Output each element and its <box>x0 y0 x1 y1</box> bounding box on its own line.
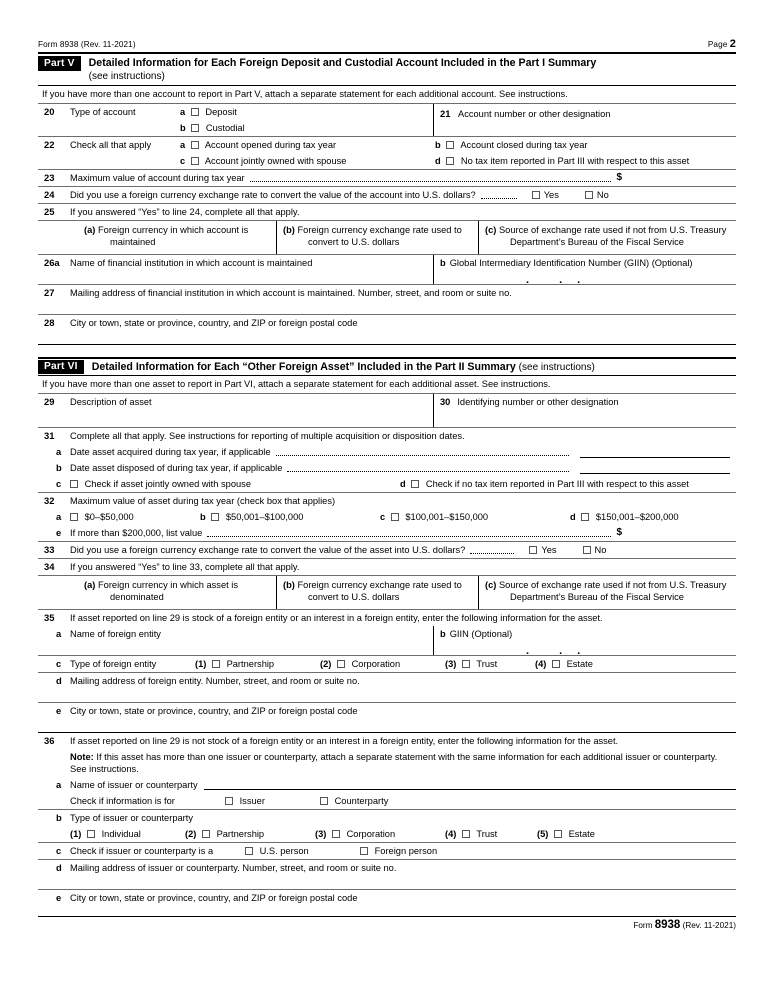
line-32e-row <box>38 525 736 542</box>
line-36b-label: Type of issuer or counterparty <box>70 812 193 823</box>
page-header <box>38 38 736 52</box>
line-35c-trust-checkbox[interactable] <box>462 660 470 668</box>
line-36b-opt1-label: Individual <box>101 828 141 839</box>
line-22-number: 22 <box>44 138 55 150</box>
line-36a-issuer-checkbox[interactable] <box>225 797 233 805</box>
line-36c-label: Check if issuer or counterparty is a <box>70 845 214 856</box>
line-33-yesno <box>519 542 610 558</box>
line-33-yes-checkbox[interactable] <box>529 546 537 554</box>
line-25-col-c[interactable] <box>478 221 736 254</box>
line-36a-check-label: Check if information is for <box>70 795 175 806</box>
line-32e-letter: e <box>56 526 62 538</box>
footer-form-prefix: Form <box>633 921 653 930</box>
line-31-row <box>38 428 736 444</box>
line-36b-opt3-label: Corporation <box>346 828 396 839</box>
line-31c-checkbox[interactable] <box>70 480 78 488</box>
line-25-col-a-text: Foreign currency in which account is maintained <box>97 224 249 247</box>
line-26b-letter: b <box>440 257 446 268</box>
line-35c-opt4-number: (4) <box>535 658 547 669</box>
line-24-leader <box>481 191 517 199</box>
line-34-col-a-marker: (a) <box>84 579 96 590</box>
line-31d-checkbox[interactable] <box>411 480 419 488</box>
line-35c-opt4-label: Estate <box>566 658 593 669</box>
line-25-label: If you answered “Yes” to line 24, complete all that apply. <box>70 206 300 217</box>
line-35d-label: Mailing address of foreign entity. Number, street, and room or suite no. <box>70 675 360 686</box>
line-31a-date-field[interactable] <box>580 448 730 458</box>
line-20-number: 20 <box>44 105 55 117</box>
line-28-number: 28 <box>44 316 55 328</box>
line-20-21-block <box>38 104 736 136</box>
line-25-col-c-text: Source of exchange rate used if not from U.S. Treasury Department’s Bureau of the Fiscal Service <box>498 224 727 247</box>
line-31a-leader <box>276 448 569 456</box>
line-32a-checkbox[interactable] <box>70 513 78 521</box>
line-35c-opt2-label: Corporation <box>351 658 401 669</box>
line-26a-number: 26a <box>44 256 60 268</box>
line-35e-label: City or town, state or province, country, and ZIP or foreign postal code <box>70 705 358 716</box>
line-31a-label: Date asset acquired during tax year, if applicable <box>70 446 271 457</box>
part-v-title: Detailed Information for Each Foreign Deposit and Custodial Account Included in the Part I Summary (see instructions) <box>88 57 597 82</box>
line-36c-foreign-person-checkbox[interactable] <box>360 847 368 855</box>
line-35c-opt2-number: (2) <box>320 658 332 669</box>
line-32c-label: $100,001–$150,000 <box>405 511 489 522</box>
line-30-number: 30 <box>440 396 451 407</box>
line-32-row <box>38 493 736 509</box>
line-26b-giin-separators: . . . <box>526 273 581 286</box>
line-25-col-b-marker: (b) <box>283 224 295 235</box>
line-35d-row[interactable] <box>38 673 736 703</box>
line-33-yes-label: Yes <box>541 544 557 555</box>
line-36-label: If asset reported on line 29 is not stock of a foreign entity or an interest in a foreign entity, enter the following information for the asset. <box>70 735 619 746</box>
line-33-label: Did you use a foreign currency exchange rate to convert the value of the asset into U.S. dollars? <box>70 544 466 555</box>
line-35b-label: GIIN (Optional) <box>449 628 513 639</box>
line-36b-opt4-number: (4) <box>445 828 457 839</box>
line-22a-letter: a <box>180 139 186 150</box>
line-34-col-b-text: Foreign currency exchange rate used to convert to U.S. dollars <box>297 579 462 602</box>
line-22a-label: Account opened during tax year <box>204 139 337 150</box>
line-29-label: Description of asset <box>70 396 152 407</box>
line-21-label: Account number or other designation <box>458 108 611 119</box>
line-35-number: 35 <box>44 611 55 623</box>
line-32c-checkbox[interactable] <box>391 513 399 521</box>
line-23-leader <box>250 174 612 182</box>
line-31b-leader <box>287 464 569 472</box>
line-33-row <box>38 542 736 559</box>
line-34-col-a[interactable] <box>38 576 276 609</box>
line-22-row <box>38 137 736 170</box>
line-32d-letter: d <box>570 511 576 522</box>
line-21-cell <box>433 104 736 136</box>
line-36e-label: City or town, state or province, country, and ZIP or foreign postal code <box>70 892 358 903</box>
line-29-30-row <box>38 394 736 428</box>
line-36a-letter: a <box>56 778 62 790</box>
line-32b-letter: b <box>200 511 206 522</box>
line-20a-checkbox[interactable] <box>191 108 199 116</box>
line-35e-row[interactable] <box>38 703 736 733</box>
line-35c-estate-checkbox[interactable] <box>552 660 560 668</box>
form-reference: Form 8938 (Rev. 11-2021) <box>38 40 136 49</box>
line-29-cell[interactable] <box>38 394 433 427</box>
line-36b-corporation-checkbox[interactable] <box>332 830 340 838</box>
line-22b-letter: b <box>435 139 441 150</box>
page-indicator: Page 2 <box>707 38 736 50</box>
line-34-col-c-marker: (c) <box>485 579 497 590</box>
line-22c-label: Account jointly owned with spouse <box>204 155 347 166</box>
line-36b-opt5-number: (5) <box>537 828 549 839</box>
line-34-number: 34 <box>44 560 55 572</box>
line-26a-label: Name of financial institution in which account is maintained <box>70 257 313 268</box>
line-31cd-row <box>38 476 736 493</box>
line-31-number: 31 <box>44 429 55 441</box>
line-34-col-a-text: Foreign currency in which asset is denominated <box>97 579 238 602</box>
line-34-row <box>38 559 736 576</box>
line-35c-opt1-number: (1) <box>195 658 207 669</box>
line-30-label: Identifying number or other designation <box>457 396 619 407</box>
line-28-row[interactable] <box>38 315 736 345</box>
line-33-leader <box>470 546 514 554</box>
line-35b-giin-separators: . . . <box>526 644 581 657</box>
line-24-yes-label: Yes <box>543 189 559 200</box>
line-34-col-b[interactable] <box>276 576 478 609</box>
line-23-label: Maximum value of account during tax year <box>70 172 245 183</box>
line-26b-label: Global Intermediary Identification Number (GIIN) (Optional) <box>449 257 693 268</box>
line-31b-date-field[interactable] <box>580 464 730 474</box>
footer-form-number: 8938 <box>654 919 681 931</box>
line-33-no-label: No <box>594 544 607 555</box>
line-31a-row <box>38 444 736 460</box>
line-25-col-c-marker: (c) <box>485 224 497 235</box>
line-22b-label: Account closed during tax year <box>460 139 588 150</box>
line-35a-label: Name of foreign entity <box>70 628 161 639</box>
line-35c-label: Type of foreign entity <box>70 658 157 669</box>
line-34-col-c-text: Source of exchange rate used if not from U.S. Treasury Department’s Bureau of the Fiscal Service <box>498 579 727 602</box>
line-35d-letter: d <box>56 674 62 686</box>
line-25-currency-columns <box>38 221 736 255</box>
line-35ab-row <box>38 626 736 656</box>
line-36d-letter: d <box>56 861 62 873</box>
line-25-number: 25 <box>44 205 55 217</box>
line-36b-options-row <box>38 826 736 843</box>
line-32e-dollar: $ <box>616 526 622 538</box>
line-36b-opt2-label: Partnership <box>216 828 265 839</box>
line-31a-letter: a <box>56 445 62 457</box>
line-36b-opt2-number: (2) <box>185 828 197 839</box>
line-20-label: Type of account <box>70 106 136 117</box>
line-20a-letter: a <box>180 106 186 117</box>
page-footer <box>38 916 736 931</box>
line-36c-row <box>38 843 736 860</box>
line-35c-opt3-label: Trust <box>476 658 498 669</box>
line-25-col-a-marker: (a) <box>84 224 96 235</box>
line-33-number: 33 <box>44 543 55 555</box>
line-32e-label: If more than $200,000, list value <box>70 527 203 538</box>
line-20a-label: Deposit <box>205 106 237 117</box>
line-22c-checkbox[interactable] <box>191 157 199 165</box>
line-20b-checkbox[interactable] <box>191 124 199 132</box>
line-33-no-checkbox[interactable] <box>583 546 591 554</box>
line-36c-opt1-label: U.S. person <box>259 845 309 856</box>
line-25-row <box>38 204 736 221</box>
line-28-label: City or town, state or province, country, and ZIP or foreign postal code <box>70 317 358 328</box>
line-34-col-b-marker: (b) <box>283 579 295 590</box>
line-22-label: Check all that apply <box>70 139 152 150</box>
line-24-yes-checkbox[interactable] <box>532 191 540 199</box>
line-36a-counterparty-checkbox[interactable] <box>320 797 328 805</box>
line-26a-cell[interactable] <box>38 255 433 284</box>
line-31b-letter: b <box>56 461 62 473</box>
line-29-number: 29 <box>44 395 55 407</box>
line-32d-checkbox[interactable] <box>581 513 589 521</box>
line-36d-row[interactable] <box>38 860 736 890</box>
part-vi-instruction: If you have more than one asset to report in Part VI, attach a separate statement for each additional asset. See instructions. <box>38 376 736 394</box>
line-36-note-text: If this asset has more than one issuer or counterparty, attach a separate statement with the same information for each additional issuer or counterparty. See instructions. <box>70 751 718 774</box>
line-34-label: If you answered “Yes” to line 33, complete all that apply. <box>70 561 300 572</box>
line-31c-letter: c <box>56 477 62 489</box>
line-27-number: 27 <box>44 286 55 298</box>
line-35c-opt3-number: (3) <box>445 658 457 669</box>
line-35-label: If asset reported on line 29 is stock of a foreign entity or an interest in a foreign entity, enter the following information for the asset. <box>70 612 603 623</box>
line-36a-name-field[interactable] <box>204 781 736 790</box>
line-36b-letter: b <box>56 811 62 823</box>
line-24-number: 24 <box>44 188 55 200</box>
line-22b-checkbox[interactable] <box>446 141 454 149</box>
line-36b-trust-checkbox[interactable] <box>462 830 470 838</box>
line-32e-leader <box>207 529 611 537</box>
line-21-number: 21 <box>440 107 451 119</box>
line-36a-label: Name of issuer or counterparty <box>70 779 198 790</box>
line-36c-opt2-label: Foreign person <box>374 845 438 856</box>
line-23-dollar: $ <box>616 171 622 183</box>
line-36b-opt1-number: (1) <box>70 828 82 839</box>
line-27-row[interactable] <box>38 285 736 315</box>
line-36-note-prefix: Note: <box>70 751 94 762</box>
line-26b-cell[interactable] <box>433 255 736 284</box>
line-25-col-b-text: Foreign currency exchange rate used to convert to U.S. dollars <box>297 224 462 247</box>
line-36b-estate-checkbox[interactable] <box>554 830 562 838</box>
line-22d-label: No tax item reported in Part III with respect to this asset <box>460 155 690 166</box>
line-36b-partnership-checkbox[interactable] <box>202 830 210 838</box>
line-23-number: 23 <box>44 171 55 183</box>
part-vi-title: Detailed Information for Each “Other Foreign Asset” Included in the Part II Summary (see instructions) <box>91 360 595 373</box>
line-36b-individual-checkbox[interactable] <box>87 830 95 838</box>
line-35-row <box>38 610 736 626</box>
line-32e-value-field[interactable] <box>626 525 736 541</box>
line-24-label: Did you use a foreign currency exchange rate to convert the value of the account into U.S. dollars? <box>70 189 476 200</box>
line-36-note-row <box>38 749 736 777</box>
line-30-cell[interactable] <box>433 394 736 427</box>
part-v-instruction: If you have more than one account to report in Part V, attach a separate statement for each additional account. See instructions. <box>38 86 736 104</box>
line-32b-checkbox[interactable] <box>211 513 219 521</box>
part-v-tag: Part V <box>38 56 81 71</box>
line-36e-row[interactable] <box>38 890 736 914</box>
line-24-no-label: No <box>596 189 609 200</box>
line-36b-opt4-label: Trust <box>476 828 498 839</box>
line-31-label: Complete all that apply. See instructions for reporting of multiple acquisition or disposition dates. <box>70 430 465 441</box>
line-32-ranges-row <box>38 509 736 525</box>
line-31b-row <box>38 460 736 476</box>
line-36e-letter: e <box>56 891 62 903</box>
line-36b-opt3-number: (3) <box>315 828 327 839</box>
line-32-label: Maximum value of asset during tax year (check box that applies) <box>70 495 336 506</box>
line-31d-label: Check if no tax item reported in Part III with respect to this asset <box>425 478 689 489</box>
line-36-row <box>38 733 736 749</box>
line-36b-row <box>38 810 736 826</box>
line-22c-letter: c <box>180 155 186 166</box>
line-22a-checkbox[interactable] <box>191 141 199 149</box>
line-35c-row <box>38 656 736 673</box>
line-36a-check-row <box>38 793 736 810</box>
footer-form-revision: (Rev. 11-2021) <box>682 921 736 930</box>
part-vi-tag: Part VI <box>38 360 84 375</box>
line-31c-label: Check if asset jointly owned with spouse <box>84 478 251 489</box>
part-v-banner <box>38 52 736 86</box>
line-35b-cell[interactable] <box>433 626 736 655</box>
line-35c-opt1-label: Partnership <box>226 658 275 669</box>
line-32-number: 32 <box>44 494 55 506</box>
line-35c-letter: c <box>56 657 62 669</box>
line-27-label: Mailing address of financial institution in which account is maintained. Number, street, and room or suite no. <box>70 287 512 298</box>
line-24-row <box>38 187 736 204</box>
line-23-value-field[interactable] <box>626 170 736 186</box>
line-36a-counterparty-label: Counterparty <box>334 795 389 806</box>
line-22d-checkbox[interactable] <box>446 157 454 165</box>
line-36c-letter: c <box>56 844 62 856</box>
line-22d-letter: d <box>435 155 441 166</box>
line-34-col-c[interactable] <box>478 576 736 609</box>
line-25-col-b[interactable] <box>276 221 478 254</box>
line-20b-letter: b <box>180 122 186 133</box>
line-32a-letter: a <box>56 510 62 522</box>
line-25-col-a[interactable] <box>38 221 276 254</box>
line-31b-label: Date asset disposed of during tax year, if applicable <box>70 462 283 473</box>
line-31d-letter: d <box>400 478 406 489</box>
line-36c-us-person-checkbox[interactable] <box>245 847 253 855</box>
line-35c-corporation-checkbox[interactable] <box>337 660 345 668</box>
line-36-number: 36 <box>44 734 55 746</box>
part-vi-banner <box>38 357 736 377</box>
line-35e-letter: e <box>56 704 62 716</box>
line-35c-partnership-checkbox[interactable] <box>212 660 220 668</box>
line-35a-letter: a <box>56 627 62 639</box>
line-32b-label: $50,001–$100,000 <box>225 511 304 522</box>
line-24-no-checkbox[interactable] <box>585 191 593 199</box>
line-36b-opt5-label: Estate <box>568 828 595 839</box>
line-32a-label: $0–$50,000 <box>84 511 134 522</box>
line-36a-row <box>38 777 736 793</box>
line-36a-issuer-label: Issuer <box>239 795 265 806</box>
line-34-currency-columns <box>38 576 736 610</box>
line-23-row <box>38 170 736 187</box>
line-35b-letter: b <box>440 628 446 639</box>
line-32c-letter: c <box>380 511 386 522</box>
line-35a-cell[interactable] <box>38 626 433 655</box>
line-24-yesno <box>522 187 613 203</box>
line-32d-label: $150,001–$200,000 <box>595 511 679 522</box>
line-26-row <box>38 255 736 285</box>
line-36d-label: Mailing address of issuer or counterparty. Number, street, and room or suite no. <box>70 862 397 873</box>
line-20b-label: Custodial <box>205 122 245 133</box>
